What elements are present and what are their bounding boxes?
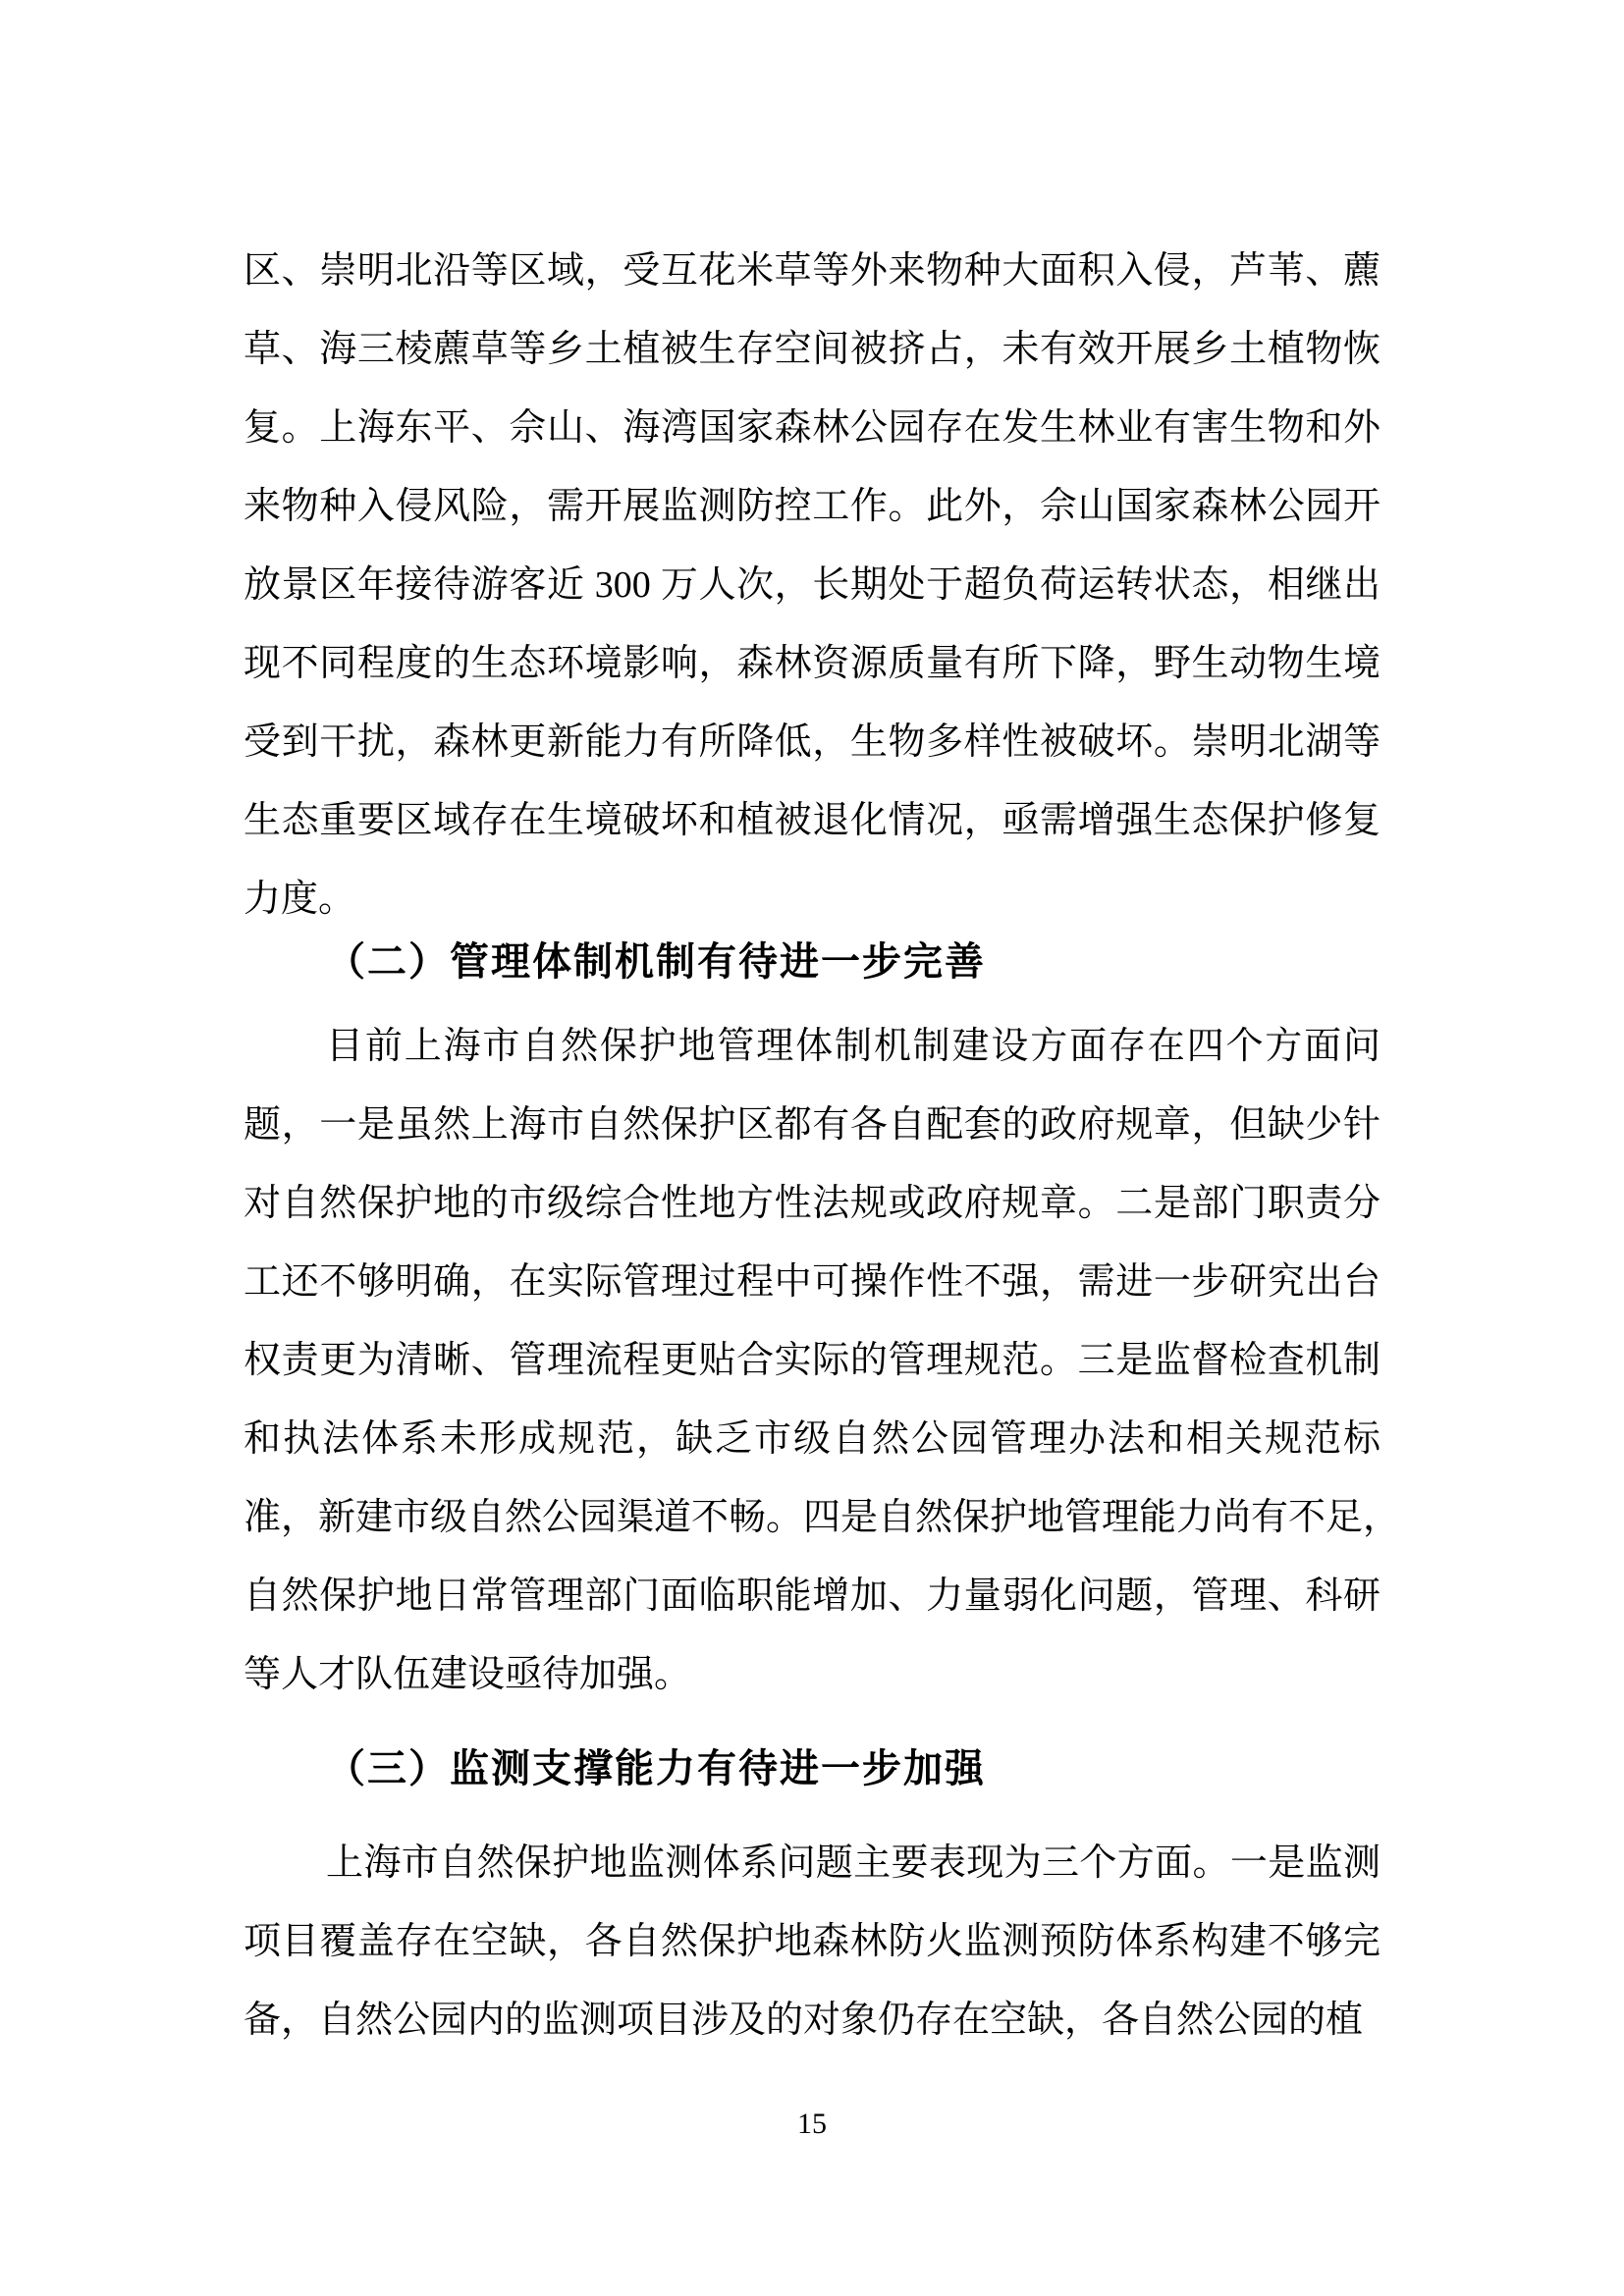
text-line: 复。上海东平、佘山、海湾国家森林公园存在发生林业有害生物和外 [244,407,1380,449]
text-line: 生态重要区域存在生境破坏和植被退化情况，亟需增强生态保护修复 [244,800,1380,841]
text-line: 等人才队伍建设亟待加强。 [244,1654,692,1695]
text-line: 权责更为清晰、管理流程更贴合实际的管理规范。三是监督检查机制 [244,1340,1380,1381]
section-heading-2: （二）管理体制机制有待进一步完善 [326,939,986,984]
paragraph-2 [244,1007,1401,1714]
text-line: 对自然保护地的市级综合性地方性法规或政府规章。二是部门职责分 [244,1183,1380,1224]
text-line: 草、海三棱藨草等乡土植被生存空间被挤占，未有效开展乡土植物恢 [244,329,1380,370]
text-line: 现不同程度的生态环境影响，森林资源质量有所下降，野生动物生境 [244,643,1380,684]
text-line: 目前上海市自然保护地管理体制机制建设方面存在四个方面问 [326,1026,1380,1067]
paragraph-1 [244,232,1380,938]
text-line: 力度。 [244,879,356,920]
text-line: 项目覆盖存在空缺，各自然保护地森林防火监测预防体系构建不够完 [244,1921,1380,1962]
page-number: 15 [797,2108,827,2140]
text-line: 来物种入侵风险，需开展监测防控工作。此外，佘山国家森林公园开 [244,486,1380,527]
text-line: 备，自然公园内的监测项目涉及的对象仍存在空缺，各自然公园的植 [244,2000,1364,2041]
text-line: 放景区年接待游客近 300 万人次，长期处于超负荷运转状态，相继出 [244,564,1380,606]
text-line: 和执法体系未形成规范，缺乏市级自然公园管理办法和相关规范标 [244,1418,1380,1460]
text-line: 工还不够明确，在实际管理过程中可操作性不强，需进一步研究出台 [244,1261,1380,1303]
text-line: 受到干扰，森林更新能力有所降低，生物多样性被破坏。崇明北湖等 [244,721,1380,763]
paragraph-3 [244,1824,1380,2059]
text-line: 题，一是虽然上海市自然保护区都有各自配套的政府规章，但缺少针 [244,1104,1380,1146]
section-heading-3: （三）监测支撑能力有待进一步加强 [326,1746,986,1790]
text-line: 上海市自然保护地监测体系问题主要表现为三个方面。一是监测 [326,1842,1380,1884]
text-line: 准，新建市级自然公园渠道不畅。四是自然保护地管理能力尚有不足， [244,1497,1401,1538]
text-line: 区、崇明北沿等区域，受互花米草等外来物种大面积入侵，芦苇、藨 [244,250,1380,292]
text-line: 自然保护地日常管理部门面临职能增加、力量弱化问题，管理、科研 [244,1575,1380,1617]
